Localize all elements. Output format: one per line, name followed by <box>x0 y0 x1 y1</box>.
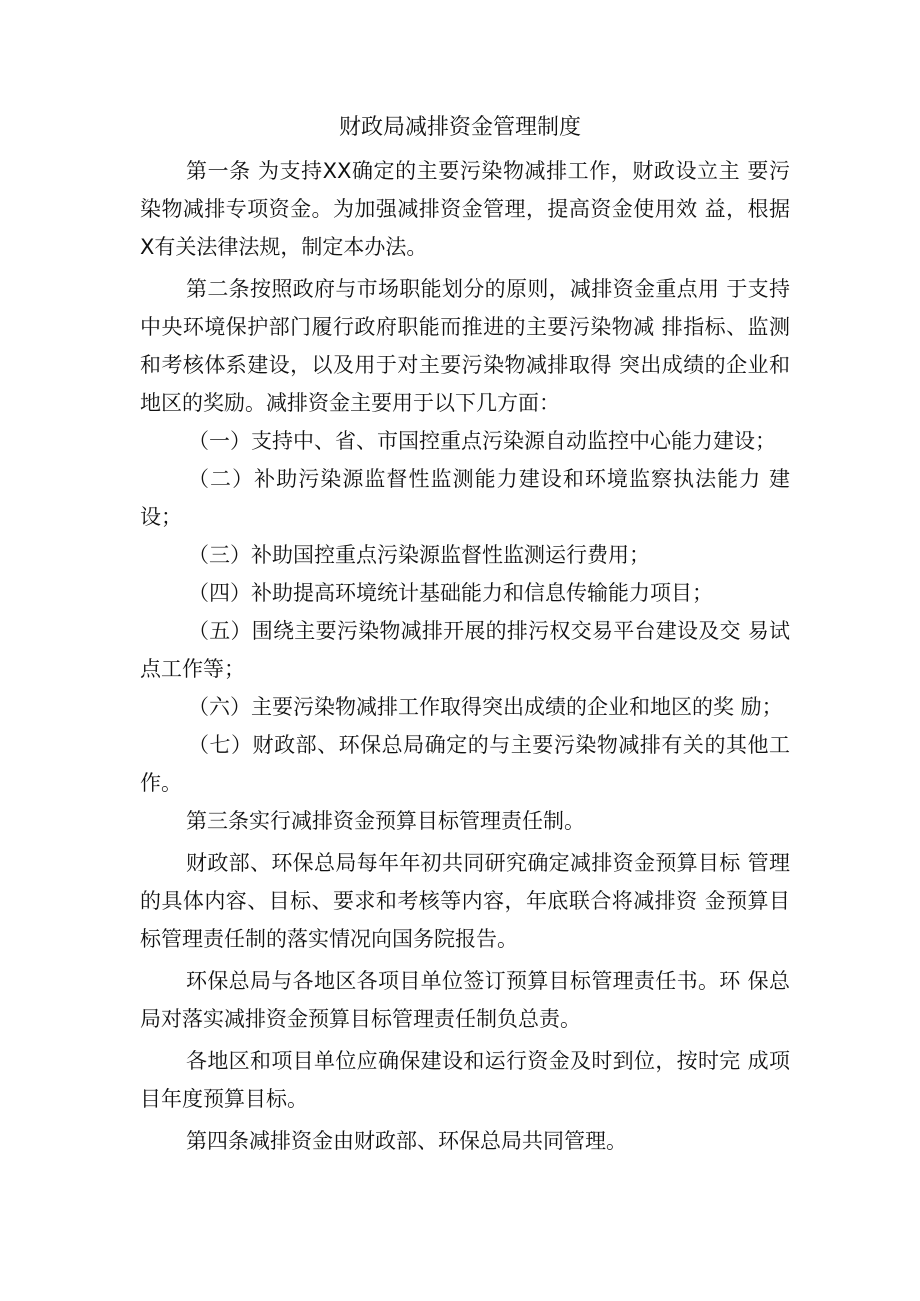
list-item-6: （六）主要污染物减排工作取得突出成绩的企业和地区的奖 励； <box>188 695 783 719</box>
list-item-3: （三）补助国控重点污染源监督性监测运行费用； <box>188 543 650 567</box>
article-3-paragraph-1: 财政部、环保总局每年年初共同研究确定减排资金预算目标 管理的具体内容、目标、要求和考核等内容，年底联合将减排资 金预算目标管理责任制的落实情况向国务院报告。 <box>140 851 790 951</box>
list-item-7: （七）财政部、环保总局确定的与主要污染物减排有关的其他工作。 <box>140 733 790 795</box>
list-item-4: （四）补助提高环境统计基础能力和信息传输能力项目； <box>188 581 713 605</box>
list-item-2: （二）补助污染源监督性监测能力建设和环境监察执法能力 建设； <box>140 467 790 529</box>
list-item-5: （五）围绕主要污染物减排开展的排污权交易平台建设及交 易试点工作等； <box>140 619 790 681</box>
article-4: 第四条减排资金由财政部、环保总局共同管理。 <box>186 1129 627 1153</box>
article-3-paragraph-2: 环保总局与各地区各项目单位签订预算目标管理责任书。环 保总局对落实减排资金预算目标管理责任制负总责。 <box>140 969 790 1031</box>
article-3: 第三条实行减排资金预算目标管理责任制。 <box>186 809 585 833</box>
list-item-1: （一）支持中、省、市国控重点污染源自动监控中心能力建设； <box>188 429 776 453</box>
document-title: 财政局减排资金管理制度 <box>338 115 581 140</box>
document-body <box>140 152 790 1160</box>
article-1: 第一条 为支持XX确定的主要污染物减排工作，财政设立主 要污染物减排专项资金。为加强减排资金管理，提高资金使用效 益，根据X有关法律法规，制定本办法。 <box>140 159 790 259</box>
article-3-paragraph-3: 各地区和项目单位应确保建设和运行资金及时到位，按时完 成项目年度预算目标。 <box>140 1049 790 1111</box>
article-2: 第二条按照政府与市场职能划分的原则，减排资金重点用 于支持中央环境保护部门履行政府职能而推进的主要污染物减 排指标、监测和考核体系建设，以及用于对主要污染物减排取得 突出成绩的企业和地区的奖励。减排资金主要用于以下几方面： <box>140 277 790 415</box>
